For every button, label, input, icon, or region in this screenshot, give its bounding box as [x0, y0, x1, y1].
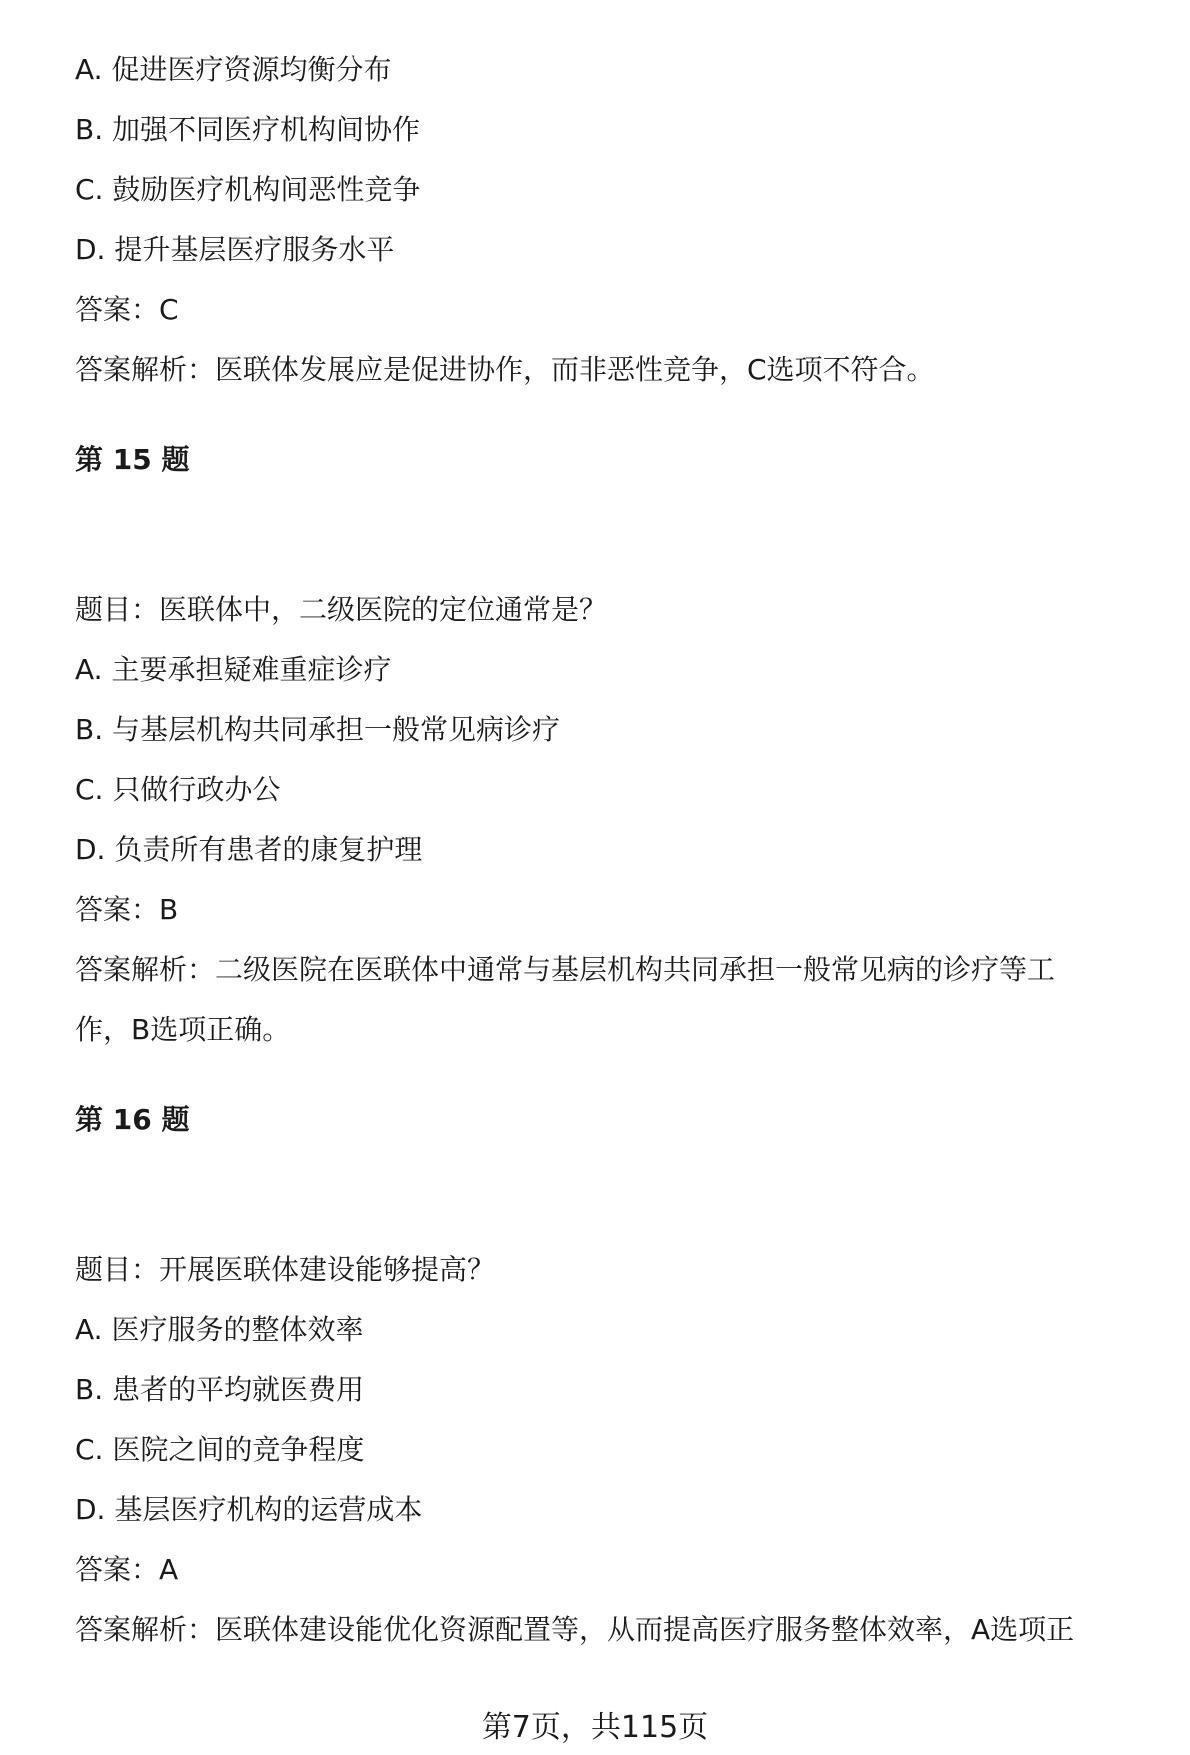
q16-answer: 答案：A	[75, 1553, 179, 1586]
q16-option-b: B. 患者的平均就医费用	[75, 1373, 365, 1406]
page-number-footer: 第7页，共115页	[481, 1710, 709, 1745]
q15-option-b: B. 与基层机构共同承担一般常见病诊疗	[75, 713, 561, 746]
q15-option-c: C. 只做行政办公	[75, 773, 281, 806]
q14-option-b: B. 加强不同医疗机构间协作	[75, 113, 421, 146]
q15-analysis-line-2: 作，B选项正确。	[75, 1013, 291, 1046]
q14-option-c: C. 鼓励医疗机构间恶性竞争	[75, 173, 421, 206]
q15-analysis-line-1: 答案解析：二级医院在医联体中通常与基层机构共同承担一般常见病的诊疗等工	[75, 953, 1056, 986]
q14-analysis-line-1: 答案解析：医联体发展应是促进协作，而非恶性竞争，C选项不符合。	[75, 353, 935, 386]
q15-option-d: D. 负责所有患者的康复护理	[75, 833, 423, 866]
q14-option-d: D. 提升基层医疗服务水平	[75, 233, 395, 266]
q15-question: 题目：医联体中，二级医院的定位通常是？	[75, 593, 608, 626]
q15-answer: 答案：B	[75, 893, 179, 926]
q16-heading: 第 16 题	[75, 1103, 190, 1136]
q16-option-a: A. 医疗服务的整体效率	[75, 1313, 364, 1346]
q16-analysis-line-1: 答案解析：医联体建设能优化资源配置等，从而提高医疗服务整体效率，A选项正	[75, 1613, 1075, 1646]
q16-question: 题目：开展医联体建设能够提高？	[75, 1253, 496, 1286]
q14-option-a: A. 促进医疗资源均衡分布	[75, 53, 392, 86]
q14-answer: 答案：C	[75, 293, 179, 326]
q15-heading: 第 15 题	[75, 443, 190, 476]
q15-option-a: A. 主要承担疑难重症诊疗	[75, 653, 392, 686]
q16-option-c: C. 医院之间的竞争程度	[75, 1433, 365, 1466]
q16-option-d: D. 基层医疗机构的运营成本	[75, 1493, 423, 1526]
